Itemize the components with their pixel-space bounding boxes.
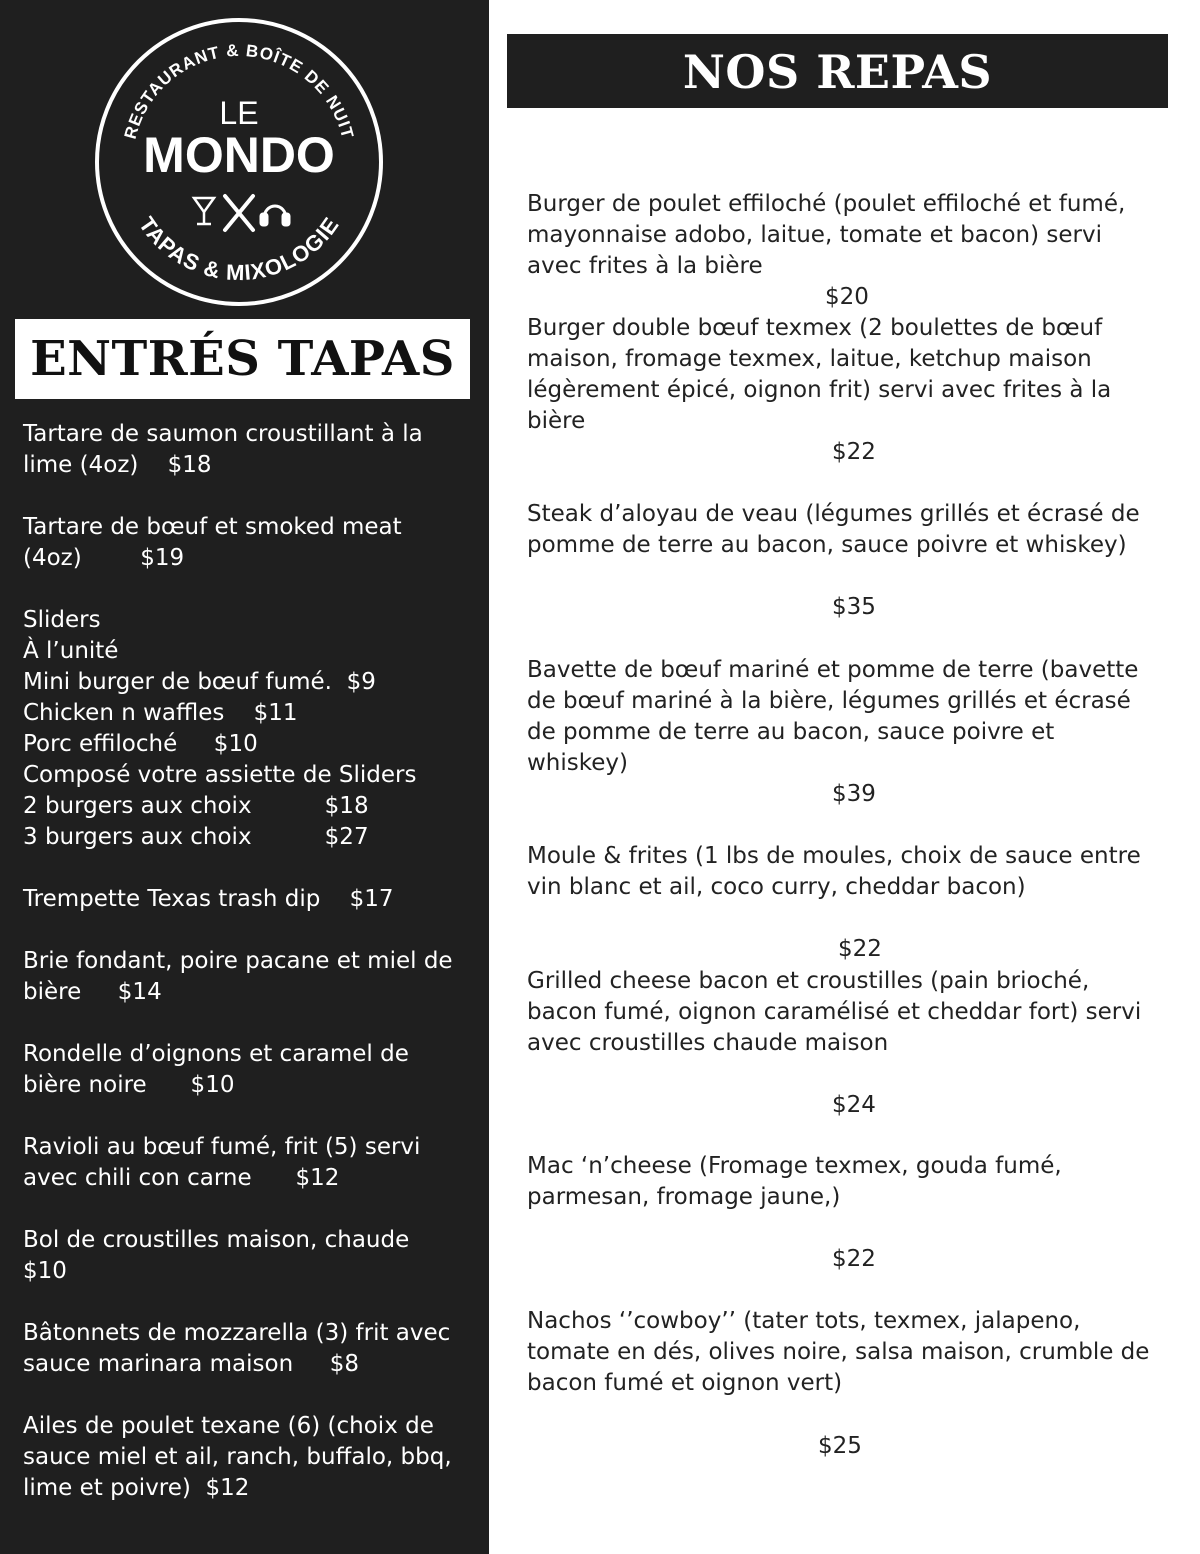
tapas-item-line: $10 — [23, 1258, 67, 1284]
meal-description-line: Burger de poulet effiloché (poulet effiloché et fumé, — [527, 191, 1126, 217]
meal-item — [527, 313, 1177, 437]
meal-item — [527, 966, 1177, 1059]
tapas-item-line: sauce miel et ail, ranch, buffalo, bbq, — [23, 1444, 452, 1470]
tapas-item-line: bière $14 — [23, 979, 162, 1005]
meal-description-line: de bœuf mariné à la bière, légumes grillés et écrasé — [527, 688, 1131, 714]
meal-description-line: Bavette de bœuf mariné et pomme de terre (bavette — [527, 657, 1139, 683]
meal-description-line: Nachos ‘’cowboy’’ (tater tots, texmex, jalapeno, — [527, 1308, 1081, 1334]
tapas-item-line: Ravioli au bœuf fumé, frit (5) servi — [23, 1134, 421, 1160]
tapas-item-line: lime (4oz) $18 — [23, 452, 212, 478]
tapas-item-line: avec chili con carne $12 — [23, 1165, 340, 1191]
meal-description-line: Steak d’aloyau de veau (légumes grillés et écrasé de — [527, 501, 1140, 527]
meal-item — [527, 841, 1177, 903]
tapas-item — [23, 1411, 478, 1504]
meal-description-line: parmesan, fromage jaune,) — [527, 1184, 841, 1210]
tapas-item-line: Bol de croustilles maison, chaude — [23, 1227, 410, 1253]
tapas-item-line: Tartare de bœuf et smoked meat — [23, 514, 402, 540]
tapas-item-line: Tartare de saumon croustillant à la — [23, 421, 423, 447]
meal-description-line: avec croustilles chaude maison — [527, 1030, 889, 1056]
meal-description-line: maison, fromage texmex, laitue, ketchup maison — [527, 346, 1092, 372]
meal-description-line: pomme de terre au bacon, sauce poivre et whiskey) — [527, 532, 1127, 558]
tapas-item-line: lime et poivre) $12 — [23, 1475, 250, 1501]
tapas-item — [23, 512, 478, 574]
meal-item — [527, 1306, 1177, 1399]
tapas-item-line: sauce marinara maison $8 — [23, 1351, 359, 1377]
meal-item — [527, 499, 1177, 561]
meal-price: $24 — [832, 1092, 876, 1118]
meal-description-line: Mac ‘n’cheese (Fromage texmex, gouda fumé, — [527, 1153, 1062, 1179]
meal-price: $22 — [832, 1246, 876, 1272]
meal-description-line: bacon fumé et oignon vert) — [527, 1370, 843, 1396]
meal-description-line: bière — [527, 408, 586, 434]
tapas-item-line: Ailes de poulet texane (6) (choix de — [23, 1413, 434, 1439]
logo-line-le: LE — [219, 95, 259, 131]
meal-description-line: légèrement épicé, oignon frit) servi avec frites à la — [527, 377, 1112, 403]
tapas-item — [23, 1318, 478, 1380]
meal-item — [527, 655, 1177, 779]
meal-description-line: Grilled cheese bacon et croustilles (pain brioché, — [527, 968, 1090, 994]
tapas-item — [23, 1039, 478, 1101]
left-column — [0, 0, 489, 1554]
tapas-item-line: Porc effiloché $10 — [23, 731, 258, 757]
logo-top-arc: RESTAURANT & BOÎTE DE NUIT — [120, 40, 358, 142]
tapas-list — [23, 419, 478, 1535]
tapas-item-line: Brie fondant, poire pacane et miel de — [23, 948, 453, 974]
tapas-item-line: Bâtonnets de mozzarella (3) frit avec — [23, 1320, 451, 1346]
meal-description-line: avec frites à la bière — [527, 253, 763, 279]
meal-price: $22 — [838, 936, 882, 962]
meal-description-line: Burger double bœuf texmex (2 boulettes de bœuf — [527, 315, 1103, 341]
tapas-item-line: Rondelle d’oignons et caramel de — [23, 1041, 409, 1067]
tapas-item-line: (4oz) $19 — [23, 545, 185, 571]
meal-description-line: bacon fumé, oignon caramélisé et cheddar fort) servi — [527, 999, 1142, 1025]
logo-bottom-arc: TAPAS & MIXOLOGIE — [134, 212, 345, 286]
tapas-item — [23, 1132, 478, 1194]
meal-description-line: de pomme de terre au bacon, sauce poivre et — [527, 719, 1055, 745]
meal-description-line: mayonnaise adobo, laitue, tomate et bacon) servi — [527, 222, 1102, 248]
logo-line-mondo: MONDO — [143, 127, 335, 183]
tapas-item — [23, 419, 478, 481]
meal-price: $35 — [832, 594, 876, 620]
tapas-item — [23, 1225, 478, 1287]
meal-description-line: whiskey) — [527, 750, 628, 776]
tapas-item-line: Chicken n waffles $11 — [23, 700, 298, 726]
tapas-item — [23, 605, 478, 853]
le-mondo-logo — [93, 16, 385, 308]
meal-price: $20 — [825, 284, 869, 310]
meal-description-line: Moule & frites (1 lbs de moules, choix de sauce entre — [527, 843, 1141, 869]
meal-description-line: vin blanc et ail, coco curry, cheddar bacon) — [527, 874, 1026, 900]
tapas-item-line: bière noire $10 — [23, 1072, 235, 1098]
meal-item — [527, 1151, 1177, 1213]
meals-section-title: NOS REPAS — [507, 34, 1168, 108]
tapas-item-line: Sliders — [23, 607, 101, 633]
tapas-item-line: Trempette Texas trash dip $17 — [23, 886, 394, 912]
tapas-item — [23, 884, 478, 915]
tapas-section-title: ENTRÉS TAPAS — [15, 319, 470, 399]
meal-price: $39 — [832, 781, 876, 807]
tapas-item-line: À l’unité — [23, 638, 119, 664]
meal-item — [527, 189, 1177, 282]
tapas-item-line: Mini burger de bœuf fumé. $9 — [23, 669, 376, 695]
tapas-item-line: Composé votre assiette de Sliders — [23, 762, 417, 788]
meal-description-line: tomate en dés, olives noire, salsa maison, crumble de — [527, 1339, 1150, 1365]
tapas-item-line: 3 burgers aux choix $27 — [23, 824, 369, 850]
tapas-item-line: 2 burgers aux choix $18 — [23, 793, 369, 819]
tapas-item — [23, 946, 478, 1008]
meal-price: $25 — [818, 1433, 862, 1459]
meal-price: $22 — [832, 439, 876, 465]
